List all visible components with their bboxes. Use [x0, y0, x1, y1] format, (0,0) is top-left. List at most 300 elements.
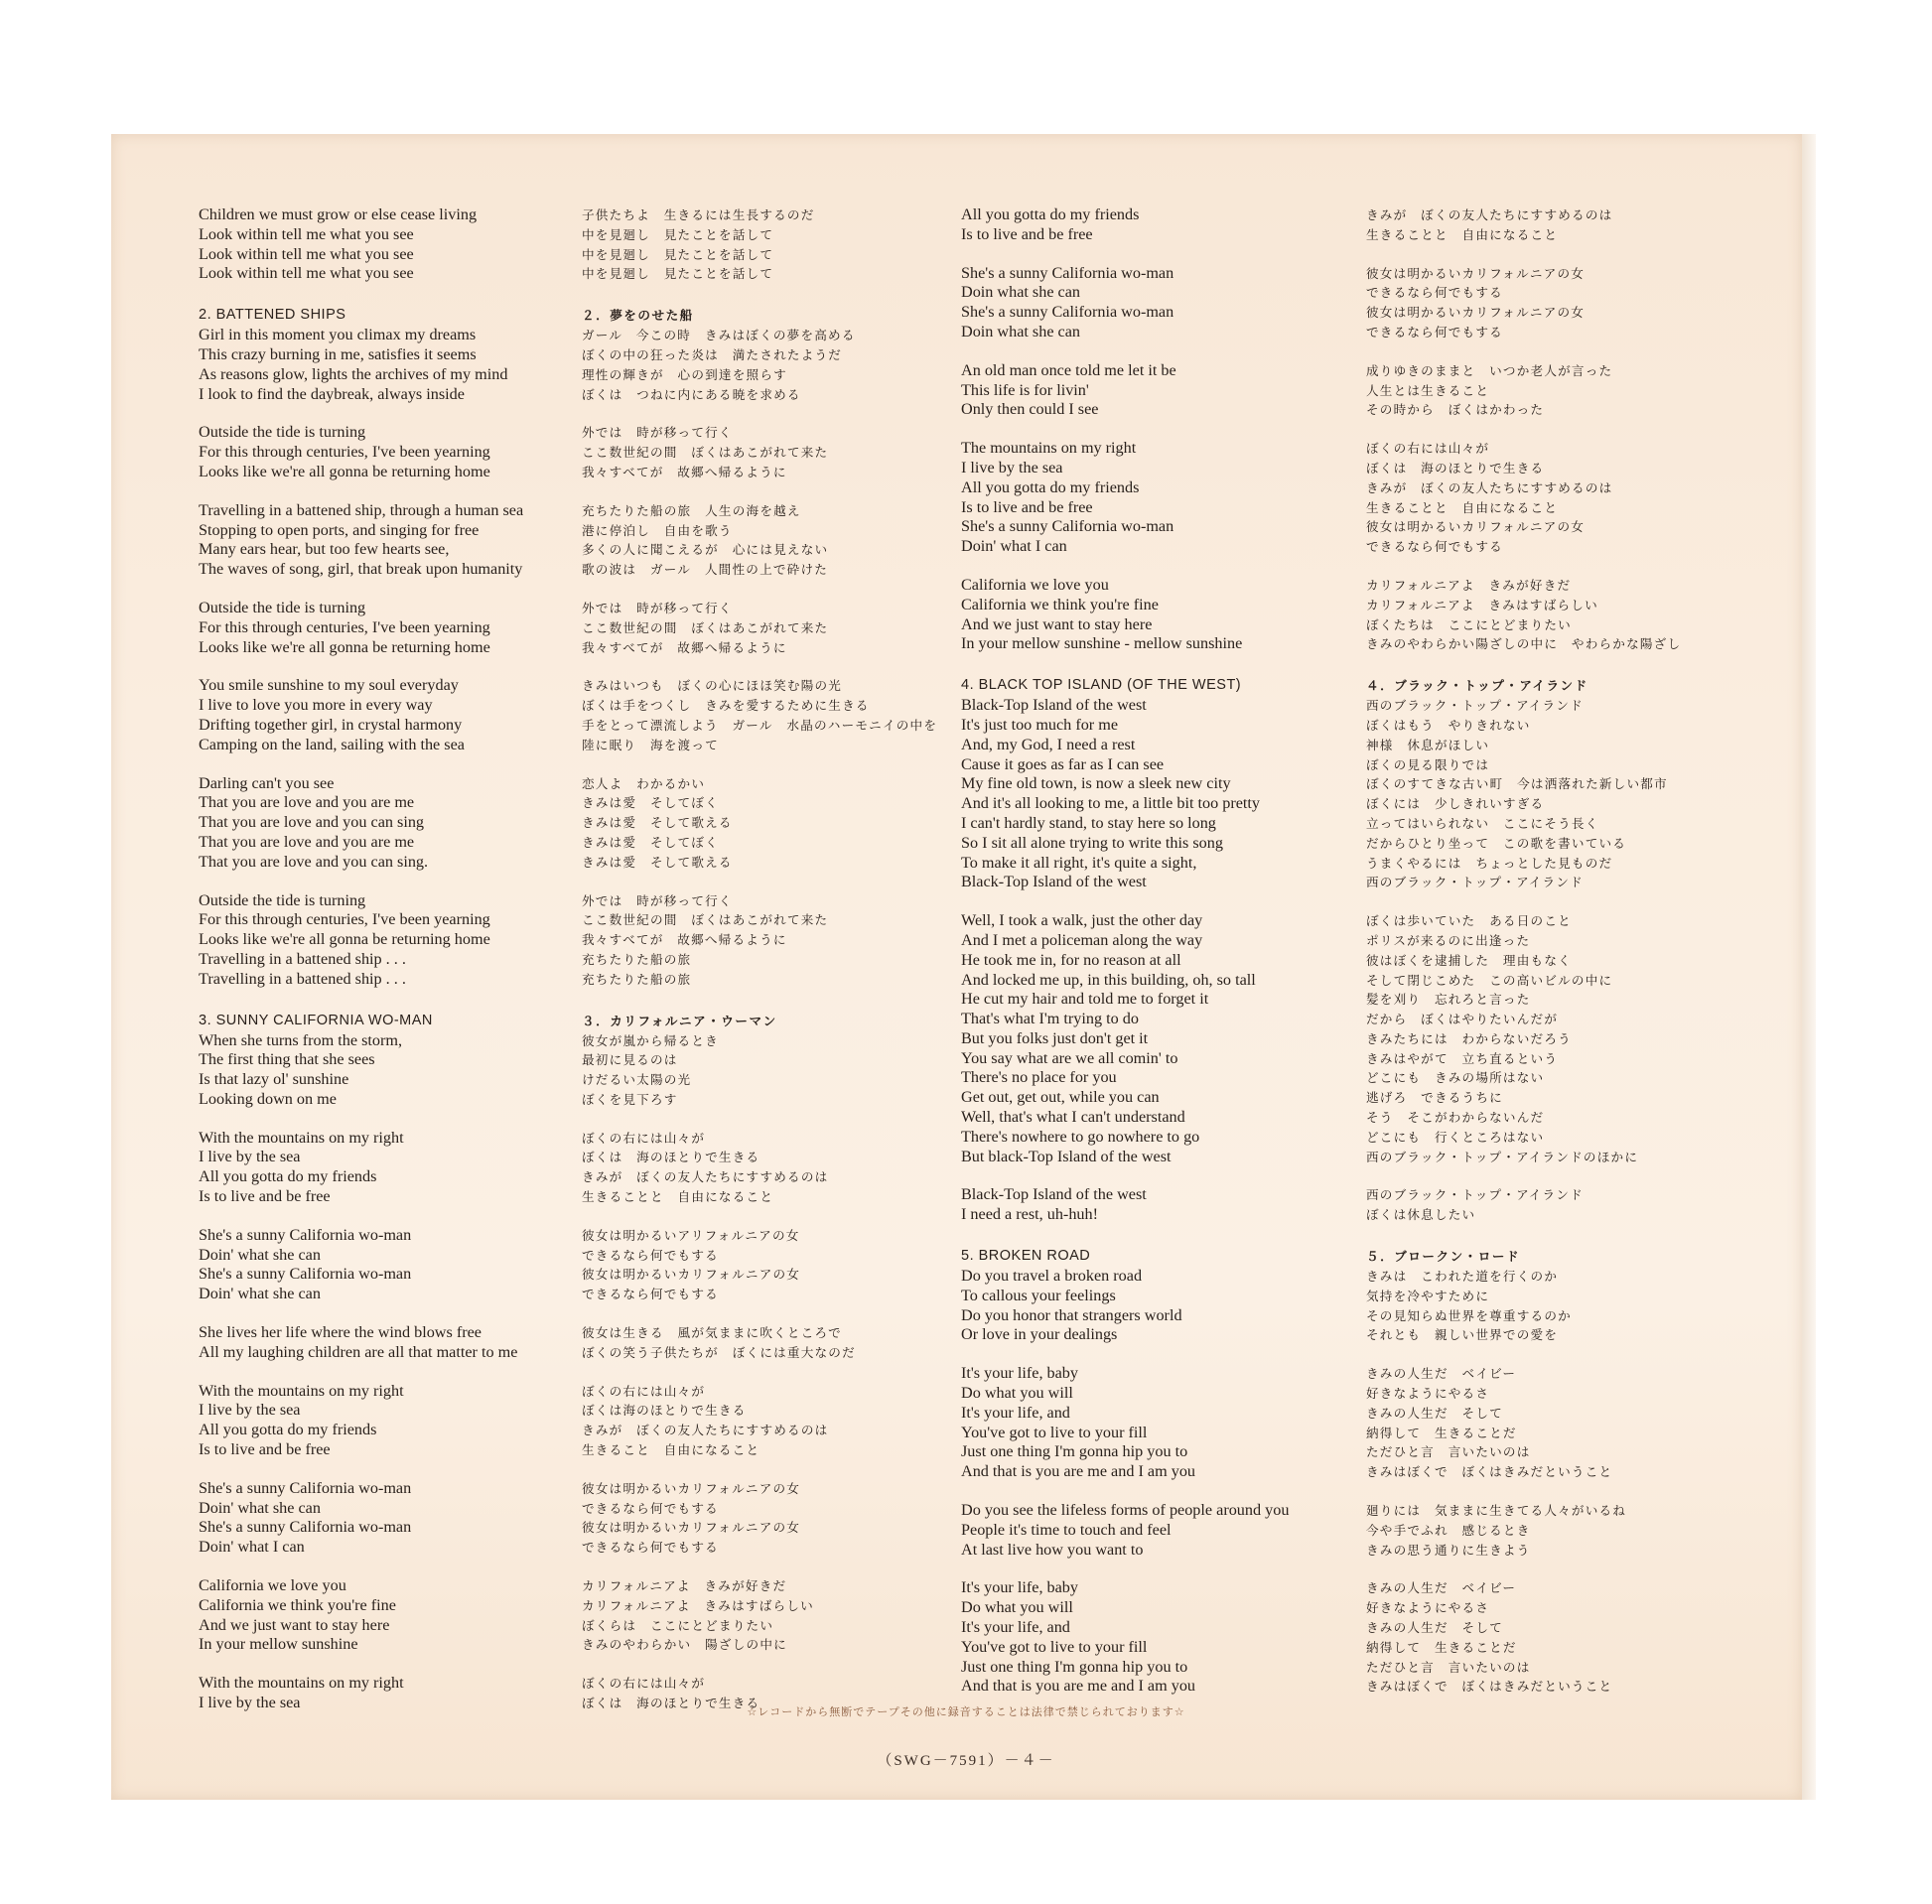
lyric-line: ぼくは手をつくし きみを愛するために生きる — [582, 698, 870, 714]
stanza-gap — [199, 1363, 523, 1382]
stanza-gap — [582, 1558, 937, 1576]
lyric-line: California we love you — [961, 575, 1109, 594]
stanza-gap — [961, 1560, 1289, 1578]
stanza-gap — [582, 657, 937, 676]
lyric-line: ぼくの見る限りでは — [1366, 756, 1490, 772]
lyric-line: 手をとって漂流しよう ガール 水晶のハーモニイの中を — [582, 717, 938, 733]
stanza-gap — [582, 1460, 937, 1479]
lyric-line: ぼくを見下ろす — [582, 1091, 678, 1107]
lyric-line: Is to live and be free — [961, 224, 1093, 243]
lyric-line: できるなら何でもする — [1366, 539, 1503, 555]
lyric-line: どこにも 行くところはない — [1366, 1129, 1545, 1145]
lyric-line: My fine old town, is now a sleek new city — [961, 774, 1231, 793]
lyric-line: 生きること 自由になること — [582, 1442, 760, 1458]
lyric-line: Look within tell me what you see — [199, 244, 414, 263]
lyric-line: 理性の輝きが 心の到達を照らす — [582, 366, 787, 382]
lyric-line: 彼女は明かるいカリフォルニアの女 — [1366, 265, 1586, 281]
stanza-gap — [961, 1345, 1289, 1364]
lyric-line: As reasons glow, lights the archives of my mind — [199, 364, 508, 383]
lyric-line: Doin' what she can — [199, 1285, 321, 1303]
lyric-line: ここ数世紀の間 ぼくはあこがれて来た — [582, 912, 829, 928]
lyric-line: It's your life, and — [961, 1618, 1070, 1637]
lyrics-column-english-right — [961, 205, 1289, 1697]
lyric-line: きみは こわれた道を行くのか — [1366, 1269, 1559, 1285]
stanza-gap — [582, 1110, 937, 1129]
lyric-line: There's no place for you — [961, 1068, 1117, 1087]
lyric-line: きみが ぼくの友人たちにすすめるのは — [582, 1169, 829, 1185]
lyric-line: For this through centuries, I've been yearning — [199, 443, 490, 462]
lyric-line: 逃げろ できるうちに — [1366, 1090, 1503, 1106]
lyric-line: ぼくは海のほとりで生きる — [582, 1403, 747, 1419]
lyric-line: カリフォルニアよ きみはすばらしい — [1366, 597, 1598, 612]
lyric-line: I live by the sea — [961, 458, 1063, 476]
lyric-line: Doin' what she can — [199, 1245, 321, 1264]
lyric-line: カリフォルニアよ きみが好きだ — [582, 1578, 787, 1594]
lyric-line: できるなら何でもする — [582, 1500, 719, 1516]
lyric-line: I look to find the daybreak, always inside — [199, 384, 465, 403]
stanza-gap — [1366, 1560, 1681, 1578]
lyric-line: Black-Top Island of the west — [961, 696, 1147, 715]
lyric-line: 今や手でふれ 感じるとき — [1366, 1522, 1531, 1538]
lyric-line: ぼくの右には山々が — [1366, 441, 1490, 457]
lyric-line: できるなら何でもする — [1366, 324, 1503, 340]
lyric-line: Looks like we're all gonna be returning home — [199, 930, 490, 949]
lyric-line: Outside the tide is turning — [199, 598, 366, 616]
lyric-line: And, my God, I need a rest — [961, 735, 1136, 753]
stanza-gap — [582, 755, 937, 774]
lyric-line: California we love you — [199, 1576, 346, 1595]
lyric-line: ぼくは つねに内にある暁を求める — [582, 386, 801, 402]
lyric-line: I live by the sea — [199, 1148, 301, 1166]
lyric-line: All you gotta do my friends — [961, 477, 1140, 496]
stanza-gap — [961, 245, 1289, 264]
lyric-line: 外では 時が移って行く — [582, 600, 733, 615]
lyric-line: その見知らぬ世界を尊重するのか — [1366, 1307, 1572, 1323]
lyric-line: And I met a policeman along the way — [961, 930, 1203, 949]
lyric-line: 最初に見るのは — [582, 1052, 678, 1068]
lyric-line: ぼくはもう やりきれない — [1366, 717, 1531, 733]
lyric-line: ぼくらは ここにとどまりたい — [582, 1617, 774, 1633]
stanza-gap — [1366, 342, 1681, 361]
lyric-line: At last live how you want to — [961, 1540, 1144, 1559]
lyrics-column-japanese-left — [582, 205, 937, 1713]
lyric-line: Get out, get out, while you can — [961, 1088, 1160, 1107]
lyric-line: きみは愛 そして歌える — [582, 854, 733, 870]
lyric-line: Do you see the lifeless forms of people around you — [961, 1501, 1290, 1520]
lyric-line: 陸に眠り 海を渡って — [582, 737, 719, 752]
stanza-gap — [582, 284, 937, 303]
lyric-line: I live by the sea — [199, 1401, 301, 1420]
lyric-line: Is to live and be free — [199, 1440, 331, 1459]
stanza-gap — [199, 580, 523, 599]
lyric-line: For this through centuries, I've been yearning — [199, 617, 490, 636]
lyric-line: And that is you are me and I am you — [961, 1677, 1196, 1696]
stanza-gap — [199, 284, 523, 303]
lyric-line: That you are love and you can sing. — [199, 852, 429, 871]
stanza-gap — [1366, 1482, 1681, 1501]
lyric-line: Darling can't you see — [199, 773, 335, 792]
stanza-gap — [199, 755, 523, 774]
lyric-line: Is that lazy ol' sunshine — [199, 1070, 349, 1089]
lyric-line: 彼女は明かるいカリフォルニアの女 — [582, 1267, 801, 1283]
lyric-line: 生きることと 自由になること — [1366, 226, 1559, 242]
lyric-line: Just one thing I'm gonna hip you to — [961, 1657, 1188, 1676]
lyric-line: Cause it goes as far as I can see — [961, 754, 1165, 773]
lyric-line: きみたちには わからないだろう — [1366, 1030, 1572, 1046]
lyric-line: I need a rest, uh-huh! — [961, 1205, 1098, 1224]
stanza-gap — [1366, 1166, 1681, 1185]
lyric-line: Do what you will — [961, 1384, 1073, 1403]
lyric-line: どこにも きみの場所はない — [1366, 1070, 1545, 1086]
lyric-line: できるなら何でもする — [1366, 285, 1503, 301]
lyric-line: できるなら何でもする — [582, 1247, 719, 1263]
lyric-line: In your mellow sunshine - mellow sunshine — [961, 634, 1243, 653]
lyric-line: Looking down on me — [199, 1089, 337, 1108]
lyric-line: She's a sunny California wo-man — [961, 263, 1174, 282]
lyric-line: 充ちたりた船の旅 人生の海を越え — [582, 502, 801, 518]
lyric-line: You've got to live to your fill — [961, 1637, 1148, 1656]
lyric-line: He took me in, for no reason at all — [961, 950, 1181, 969]
lyric-line: This life is for livin' — [961, 380, 1089, 399]
lyric-line: Do you travel a broken road — [961, 1267, 1143, 1286]
lyric-line: Black-Top Island of the west — [961, 1185, 1147, 1204]
lyric-line: きみはぼくで ぼくはきみだということ — [1366, 1679, 1613, 1695]
lyric-line: きみの思う通りに生きよう — [1366, 1542, 1531, 1558]
lyric-line: But you folks just don't get it — [961, 1028, 1149, 1047]
song-title: ２．夢をのせた船 — [582, 308, 694, 324]
lyric-line: 中を見廻し 見たことを話して — [582, 266, 774, 282]
lyric-line: ぼくの右には山々が — [582, 1676, 706, 1692]
lyric-line: She's a sunny California wo-man — [199, 1225, 412, 1244]
copyright-notice: ☆レコードから無断でテープその他に録音することは法律で禁じられております☆ — [747, 1705, 1185, 1718]
lyrics-column-english-left — [199, 205, 523, 1713]
lyric-line: Travelling in a battened ship, through a human sea — [199, 500, 524, 519]
lyric-line: カリフォルニアよ きみはすばらしい — [582, 1597, 814, 1613]
lyric-line: きみの人生だ そして — [1366, 1405, 1503, 1421]
lyric-line: ぼくには 少しきれいすぎる — [1366, 796, 1545, 812]
lyric-line: That's what I'm trying to do — [961, 1010, 1139, 1028]
lyric-line: 彼女は明かるいカリフォルニアの女 — [1366, 519, 1586, 535]
lyric-line: She's a sunny California wo-man — [199, 1478, 412, 1497]
lyric-line: It's just too much for me — [961, 715, 1119, 734]
lyric-line: 多くの人に聞こえるが 心には見えない — [582, 542, 829, 558]
lyric-line: 我々すべてが 故郷へ帰るように — [582, 464, 787, 479]
lyric-line: Travelling in a battened ship . . . — [199, 969, 406, 988]
lyric-line: And we just want to stay here — [961, 614, 1153, 633]
lyric-line: She's a sunny California wo-man — [199, 1265, 412, 1284]
lyric-line: Is to live and be free — [961, 497, 1093, 516]
lyric-line: Looks like we're all gonna be returning home — [199, 462, 490, 480]
lyric-line: きみのやわらかい 陽ざしの中に — [582, 1637, 787, 1653]
lyric-line: Doin what she can — [961, 283, 1081, 302]
stanza-gap — [199, 404, 523, 423]
lyric-line: 生きることと 自由になること — [1366, 499, 1559, 515]
lyric-line: きみの人生だ ベイビー — [1366, 1580, 1517, 1596]
lyric-line: In your mellow sunshine — [199, 1635, 358, 1654]
lyric-line: All you gotta do my friends — [961, 205, 1140, 223]
lyric-line: きみは愛 そしてぼく — [582, 795, 719, 811]
lyric-line: It's your life, baby — [961, 1364, 1078, 1383]
lyric-line: 外では 時が移って行く — [582, 892, 733, 908]
lyric-line: All my laughing children are all that matter to me — [199, 1342, 518, 1361]
lyric-line: Girl in this moment you climax my dreams — [199, 326, 477, 344]
stanza-gap — [582, 482, 937, 501]
stanza-gap — [199, 1558, 523, 1576]
lyric-line: 充ちたりた船の旅 — [582, 951, 692, 967]
lyric-line: ぼくの中の狂った炎は 満たされたようだ — [582, 346, 843, 362]
lyric-line: For this through centuries, I've been yearning — [199, 910, 490, 929]
song-title: 5. BROKEN ROAD — [961, 1248, 1091, 1265]
lyric-line: 神様 休息がほしい — [1366, 737, 1490, 752]
lyric-line: I live to love you more in every way — [199, 696, 433, 715]
stanza-gap — [582, 404, 937, 423]
stanza-gap — [961, 1225, 1289, 1244]
lyric-line: Many ears hear, but too few hearts see, — [199, 540, 450, 559]
lyric-line: ぼくの笑う子供たちが ぼくには重大なのだ — [582, 1344, 856, 1360]
lyric-line: And that is you are me and I am you — [961, 1462, 1196, 1481]
lyrics-column-japanese-right — [1366, 205, 1681, 1697]
lyric-line: 歌の波は ガール 人間性の上で砕けた — [582, 562, 829, 578]
lyric-line: This crazy burning in me, satisfies it seems — [199, 344, 477, 363]
lyric-line: 人生とは生きること — [1366, 382, 1490, 398]
song-title: ４．ブラック・トップ・アイランド — [1366, 678, 1588, 694]
stanza-gap — [582, 1655, 937, 1674]
lyric-line: だから ぼくはやりたいんだが — [1366, 1012, 1559, 1027]
lyric-line: 廻りには 気ままに生きてる人々がいるね — [1366, 1503, 1627, 1519]
lyric-line: Do what you will — [961, 1598, 1073, 1617]
lyric-line: And we just want to stay here — [199, 1615, 390, 1634]
lyric-line: きみはやがて 立ち直るという — [1366, 1050, 1559, 1066]
lyric-line: 西のブラック・トップ・アイランド — [1366, 1187, 1584, 1203]
stanza-gap — [582, 990, 937, 1009]
stanza-gap — [199, 482, 523, 501]
lyric-line: 西のブラック・トップ・アイランドのほかに — [1366, 1149, 1639, 1164]
lyric-line: ぼくのすてきな古い町 今は洒落れた新しい都市 — [1366, 776, 1668, 792]
lyric-line: Just one thing I'm gonna hip you to — [961, 1442, 1188, 1461]
lyric-line: きみが ぼくの友人たちにすすめるのは — [1366, 479, 1613, 495]
lyric-line: ポリスが来るのに出逢った — [1366, 932, 1531, 948]
lyric-line: 好きなようにやるさ — [1366, 1386, 1490, 1402]
stanza-gap — [199, 873, 523, 891]
stanza-gap — [1366, 1225, 1681, 1244]
lyric-line: きみの人生だ ベイビー — [1366, 1366, 1517, 1382]
lyric-line: けだるい太陽の光 — [582, 1072, 692, 1088]
lyric-line: ここ数世紀の間 ぼくはあこがれて来た — [582, 619, 829, 635]
lyric-line: 彼女は明かるいカリフォルニアの女 — [1366, 305, 1586, 321]
lyric-line: Doin' what I can — [961, 537, 1067, 556]
lyric-line: The waves of song, girl, that break upon humanity — [199, 560, 523, 579]
stanza-gap — [199, 1304, 523, 1323]
lyric-line: People it's time to touch and feel — [961, 1520, 1172, 1539]
song-title: ５．ブロークン・ロード — [1366, 1249, 1521, 1265]
lyric-line: 我々すべてが 故郷へ帰るように — [582, 932, 787, 948]
lyric-line: ぼくは 海のほとりで生きる — [1366, 460, 1545, 476]
lyric-line: The mountains on my right — [961, 439, 1137, 458]
stanza-gap — [961, 654, 1289, 673]
lyric-line: Look within tell me what you see — [199, 224, 414, 243]
stanza-gap — [199, 1110, 523, 1129]
lyric-line: 港に停泊し 自由を歌う — [582, 522, 733, 538]
sheet-edge — [1802, 134, 1816, 1800]
lyric-line: 彼女は明かるいカリフォルニアの女 — [582, 1520, 801, 1536]
lyric-line: To make it all right, it's quite a sight, — [961, 853, 1197, 872]
lyric-line: Drifting together girl, in crystal harmony — [199, 715, 463, 734]
lyric-line: ガール 今この時 きみはぼくの夢を高める — [582, 328, 856, 343]
lyric-line: 好きなようにやるさ — [1366, 1600, 1490, 1616]
lyric-line: Camping on the land, sailing with the sea — [199, 735, 465, 753]
lyric-line: But black-Top Island of the west — [961, 1147, 1172, 1165]
lyric-line: 気持を冷やすために — [1366, 1288, 1490, 1303]
lyric-line: ぼくは 海のほとりで生きる — [582, 1150, 760, 1165]
lyric-line: できるなら何でもする — [582, 1287, 719, 1302]
lyric-line: Or love in your dealings — [961, 1325, 1118, 1344]
lyric-line: そう そこがわからないんだ — [1366, 1110, 1545, 1126]
lyric-line: That you are love and you are me — [199, 793, 415, 812]
lyric-line: 立ってはいられない ここにそう長く — [1366, 815, 1599, 831]
stanza-gap — [961, 342, 1289, 361]
lyric-line: ただひと言 言いたいのは — [1366, 1659, 1531, 1675]
lyric-line: 外では 時が移って行く — [582, 425, 733, 441]
lyric-line: There's nowhere to go nowhere to go — [961, 1127, 1200, 1146]
lyric-line: ぼくは休息したい — [1366, 1207, 1476, 1223]
lyric-line: きみはいつも ぼくの心にほほ笑む陽の光 — [582, 678, 843, 694]
lyric-line: そして閉じこめた この高いビルの中に — [1366, 972, 1613, 988]
lyric-line: I can't hardly stand, to stay here so long — [961, 813, 1216, 832]
lyric-line: 納得して 生きることだ — [1366, 1425, 1517, 1440]
stanza-gap — [1366, 1345, 1681, 1364]
lyric-line: Only then could I see — [961, 400, 1099, 419]
stanza-gap — [582, 1207, 937, 1226]
lyric-line: She's a sunny California wo-man — [199, 1518, 412, 1537]
stanza-gap — [1366, 654, 1681, 673]
lyric-line: You've got to live to your fill — [961, 1423, 1148, 1441]
song-title: 3. SUNNY CALIFORNIA WO-MAN — [199, 1012, 433, 1028]
lyric-line: Travelling in a battened ship . . . — [199, 949, 406, 968]
lyric-line: きみが ぼくの友人たちにすすめるのは — [582, 1423, 829, 1438]
lyric-line: ぼくの右には山々が — [582, 1130, 706, 1146]
stanza-gap — [582, 580, 937, 599]
lyric-line: Well, that's what I can't understand — [961, 1108, 1185, 1127]
lyric-line: Looks like we're all gonna be returning home — [199, 637, 490, 656]
lyric-line: She's a sunny California wo-man — [961, 303, 1174, 322]
lyric-line: 彼はぼくを逮捕した 理由もなく — [1366, 952, 1572, 968]
lyric-line: Look within tell me what you see — [199, 264, 414, 283]
song-title: 2. BATTENED SHIPS — [199, 307, 346, 324]
lyric-line: Doin what she can — [961, 322, 1081, 340]
stanza-gap — [1366, 420, 1681, 439]
lyric-line: 恋人よ わかるかい — [582, 775, 706, 791]
lyric-line: 中を見廻し 見たことを話して — [582, 246, 774, 262]
lyric-line: だからひとり坐って この歌を書いている — [1366, 835, 1627, 851]
lyric-line: 彼女は明かるいカリフォルニアの女 — [582, 1480, 801, 1496]
stanza-gap — [199, 1207, 523, 1226]
lyric-line: That you are love and you are me — [199, 832, 415, 851]
lyric-line: With the mountains on my right — [199, 1381, 404, 1400]
lyric-line: She lives her life where the wind blows free — [199, 1323, 482, 1342]
lyric-line: 子供たちよ 生きるには生長するのだ — [582, 207, 815, 222]
lyric-line: ただひと言 言いたいのは — [1366, 1444, 1531, 1460]
lyric-line: Well, I took a walk, just the other day — [961, 911, 1203, 930]
lyric-line: 生きることと 自由になること — [582, 1189, 774, 1205]
lyric-line: 我々すべてが 故郷へ帰るように — [582, 639, 787, 655]
lyric-line: ぼくは 海のほとりで生きる — [582, 1696, 760, 1711]
lyric-line: To callous your feelings — [961, 1286, 1116, 1304]
lyric-line: 納得して 生きることだ — [1366, 1639, 1517, 1655]
lyric-line: 西のブラック・トップ・アイランド — [1366, 875, 1584, 890]
lyric-line: 彼女は明かるいアリフォルニアの女 — [582, 1227, 800, 1243]
lyric-line: 彼女は生きる 風が気ままに吹くところで — [582, 1325, 842, 1341]
stanza-gap — [582, 1304, 937, 1323]
stanza-gap — [199, 990, 523, 1009]
stanza-gap — [199, 1460, 523, 1479]
lyric-line: Children we must grow or else cease living — [199, 205, 478, 223]
lyric-line: With the mountains on my right — [199, 1674, 404, 1693]
lyric-line: All you gotta do my friends — [199, 1167, 377, 1186]
lyric-line: うまくやるには ちょっとした見ものだ — [1366, 855, 1613, 871]
lyric-line: きみのやわらかい陽ざしの中に やわらかな陽ざし — [1366, 636, 1682, 652]
lyric-line: Outside the tide is turning — [199, 890, 366, 909]
lyric-line: All you gotta do my friends — [199, 1421, 377, 1439]
lyric-line: きみは愛 そして歌える — [582, 815, 733, 831]
lyric-line: California we think you're fine — [199, 1595, 396, 1614]
lyric-line: With the mountains on my right — [199, 1128, 404, 1147]
stanza-gap — [961, 892, 1289, 911]
lyric-line: An old man once told me let it be — [961, 360, 1176, 379]
lyric-line: So I sit all alone trying to write this song — [961, 833, 1223, 852]
lyric-line: きみは愛 そしてぼく — [582, 834, 719, 850]
lyric-line: Outside the tide is turning — [199, 423, 366, 442]
stanza-gap — [582, 873, 937, 891]
lyric-line: カリフォルニアよ きみが好きだ — [1366, 577, 1572, 593]
lyric-line: それとも 親しい世界での愛を — [1366, 1327, 1559, 1343]
lyric-line: She's a sunny California wo-man — [961, 517, 1174, 536]
lyric-line: Stopping to open ports, and singing for free — [199, 520, 480, 539]
lyric-line: Black-Top Island of the west — [961, 873, 1147, 891]
stanza-gap — [1366, 557, 1681, 576]
stanza-gap — [961, 557, 1289, 576]
stanza-gap — [582, 1363, 937, 1382]
lyric-line: 彼女が嵐から帰るとき — [582, 1032, 719, 1048]
lyric-line: 西のブラック・トップ・アイランド — [1366, 698, 1584, 714]
song-title: ３．カリフォルニア・ウーマン — [582, 1013, 777, 1028]
stanza-gap — [1366, 245, 1681, 264]
lyric-line: きみはぼくで ぼくはきみだということ — [1366, 1464, 1613, 1480]
stanza-gap — [1366, 892, 1681, 911]
lyric-line: And locked me up, in this building, oh, so tall — [961, 970, 1256, 989]
lyric-line: He cut my hair and told me to forget it — [961, 990, 1209, 1009]
lyric-line: ここ数世紀の間 ぼくはあこがれて来た — [582, 445, 829, 461]
lyric-line: できるなら何でもする — [582, 1540, 719, 1556]
lyric-line: きみが ぼくの友人たちにすすめるのは — [1366, 207, 1613, 222]
lyric-line: 髪を刈り 忘れろと言った — [1366, 992, 1531, 1008]
lyric-line: When she turns from the storm, — [199, 1030, 402, 1049]
lyric-line: And it's all looking to me, a little bit too pretty — [961, 794, 1261, 813]
lyric-line: 中を見廻し 見たことを話して — [582, 226, 774, 242]
stanza-gap — [961, 1482, 1289, 1501]
lyric-line: ぼくは歩いていた ある日のこと — [1366, 913, 1572, 929]
lyric-line: 充ちたりた船の旅 — [582, 971, 692, 987]
lyric-line: Do you honor that strangers world — [961, 1305, 1182, 1324]
lyric-line: Doin' what I can — [199, 1538, 305, 1557]
song-title: 4. BLACK TOP ISLAND (OF THE WEST) — [961, 677, 1242, 694]
lyric-line: Doin' what she can — [199, 1498, 321, 1517]
stanza-gap — [199, 657, 523, 676]
stanza-gap — [199, 1655, 523, 1674]
lyric-line: ぼくたちは ここにとどまりたい — [1366, 616, 1572, 632]
lyric-line: ぼくの右には山々が — [582, 1383, 706, 1399]
lyric-line: You smile sunshine to my soul everyday — [199, 676, 459, 695]
page-number: （SWG－7591）－４－ — [877, 1753, 1055, 1769]
